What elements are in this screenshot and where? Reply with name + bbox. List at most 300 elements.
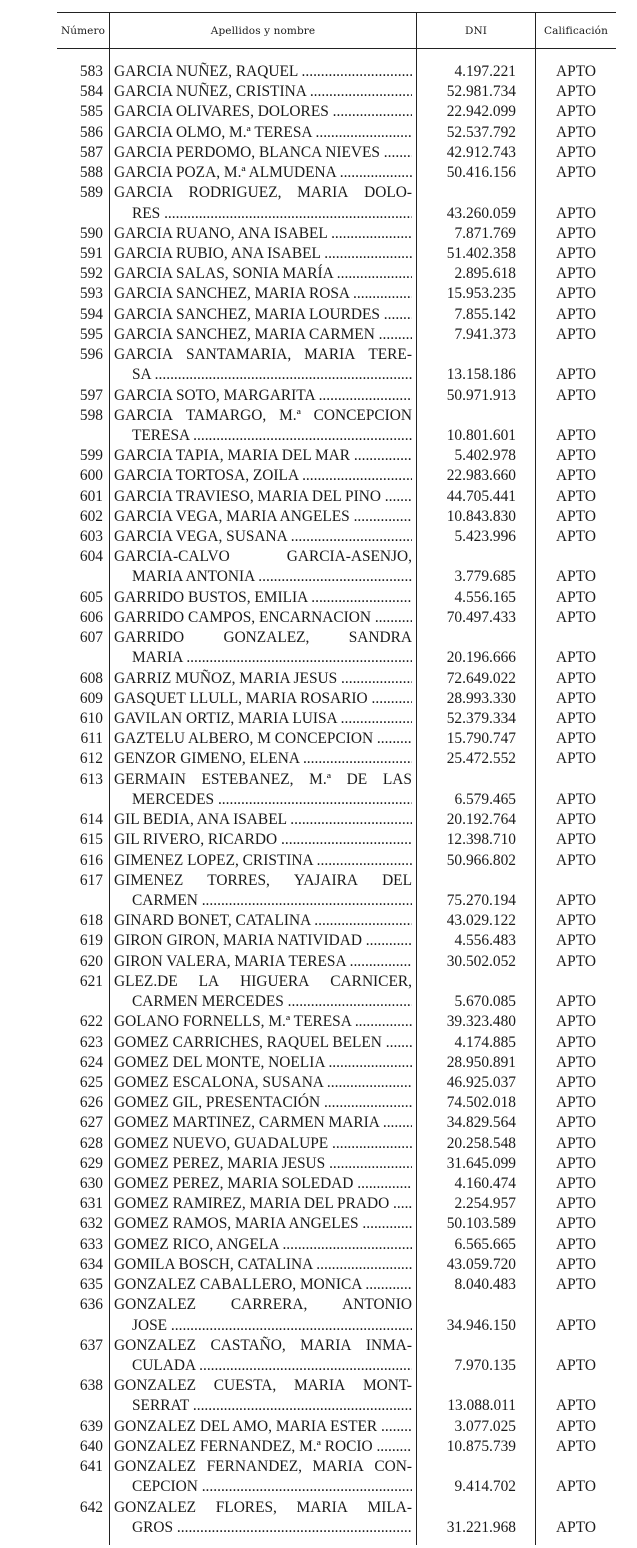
row-name: GOMEZ NUEVO, GUADALUPE ..... (114, 1134, 412, 1154)
name-word: FERNANDEZ, (206, 1458, 302, 1476)
name-word: GONZALEZ (114, 1458, 197, 1476)
row-name: GARCIA TORTOSA, ZOILA ..... (114, 466, 412, 486)
row-line (0, 466, 637, 486)
row-calificacion: APTO (556, 1053, 596, 1071)
row-line (0, 588, 637, 608)
row-number: 613 (79, 770, 103, 788)
row-name: GOMEZ CARRICHES, RAQUEL BELEN ..... (114, 1033, 412, 1053)
row-number: 588 (79, 164, 103, 182)
row-number: 601 (79, 487, 103, 505)
row-name: GOMEZ ESCALONA, SUSANA ..... (114, 1073, 412, 1093)
table-row (0, 669, 637, 689)
header-numero: Número (60, 25, 106, 37)
row-name: GIMENEZ LOPEZ, CRISTINA ..... (114, 851, 412, 871)
row-line (0, 547, 637, 567)
name-word: GARRIDO (114, 629, 185, 647)
row-calificacion: APTO (556, 730, 596, 748)
table-row (0, 1417, 637, 1437)
row-line-continued (0, 204, 637, 224)
name-word: YAJAIRA (293, 871, 359, 889)
row-dni: 25.472.552 (446, 750, 516, 768)
row-number: 639 (79, 1417, 103, 1435)
row-calificacion: APTO (556, 1276, 596, 1294)
row-name: GIL BEDIA, ANA ISABEL ..... (114, 810, 412, 830)
row-name: GARCIA SALAS, SONIA MARÍA ..... (114, 264, 412, 284)
row-dni: 20.196.666 (446, 649, 516, 667)
table-row (0, 1457, 637, 1497)
row-name: GIL RIVERO, RICARDO ..... (114, 830, 412, 850)
row-number: 606 (79, 608, 103, 626)
header-dni: DNI (464, 25, 488, 37)
row-calificacion: APTO (556, 811, 596, 829)
row-number: 608 (79, 669, 103, 687)
name-word: INMA- (365, 1336, 412, 1354)
row-calificacion: APTO (556, 285, 596, 303)
row-name-continuation: MERCEDES ..... (132, 790, 412, 810)
name-word: GARCIA (114, 346, 173, 364)
row-number: 598 (79, 406, 103, 424)
row-number: 592 (79, 265, 103, 283)
row-number: 594 (79, 305, 103, 323)
row-name: GARCIA RUBIO, ANA ISABEL ..... (114, 244, 412, 264)
row-number: 593 (79, 285, 103, 303)
table-row (0, 466, 637, 486)
row-number: 587 (79, 143, 103, 161)
row-name: GARRIDO BUSTOS, EMILIA ..... (114, 588, 412, 608)
table-row (0, 1194, 637, 1214)
row-name: GOMEZ PEREZ, MARIA SOLEDAD ..... (114, 1174, 412, 1194)
table-row (0, 770, 637, 810)
row-calificacion: APTO (556, 649, 596, 667)
row-name: GOMEZ PEREZ, MARIA JESUS ..... (114, 1154, 412, 1174)
row-number: 614 (79, 811, 103, 829)
name-word: GONZALEZ, (223, 629, 310, 647)
name-word: GARCIA-ASENJO, (286, 548, 412, 566)
row-number: 637 (79, 1336, 103, 1354)
row-number: 620 (79, 952, 103, 970)
row-calificacion: APTO (556, 1397, 596, 1415)
row-calificacion: APTO (556, 568, 596, 586)
table-row (0, 1113, 637, 1133)
table-row (0, 1174, 637, 1194)
table-row (0, 1275, 637, 1295)
row-dni: 50.971.913 (446, 386, 516, 404)
table-row (0, 608, 637, 628)
row-line (0, 1033, 637, 1053)
row-name: GENZOR GIMENO, ELENA ..... (114, 749, 412, 769)
name-word: GIMENEZ (114, 871, 184, 889)
row-line (0, 1417, 637, 1437)
row-number: 636 (79, 1296, 103, 1314)
row-line (0, 830, 637, 850)
row-dni: 72.649.022 (446, 669, 516, 687)
name-word: TERE- (368, 346, 412, 364)
name-word: MARIA (300, 1336, 352, 1354)
table-row (0, 224, 637, 244)
row-number: 632 (79, 1215, 103, 1233)
row-line-continued (0, 1518, 637, 1538)
row-dni: 2.254.957 (454, 1195, 516, 1213)
name-word: SANTAMARIA, (185, 346, 292, 364)
row-calificacion: APTO (556, 224, 596, 242)
row-name-continuation: GROS ..... (132, 1518, 412, 1538)
row-line (0, 386, 637, 406)
table-row (0, 183, 637, 223)
row-calificacion: APTO (556, 1154, 596, 1172)
row-name (114, 1457, 412, 1477)
row-name (114, 1336, 412, 1356)
name-word: LAS (382, 770, 412, 788)
table-row (0, 547, 637, 587)
table-row (0, 527, 637, 547)
table-row (0, 244, 637, 264)
row-dni: 46.925.037 (446, 1073, 516, 1091)
row-calificacion: APTO (556, 123, 596, 141)
row-name: GONZALEZ FERNANDEZ, M.ª ROCIO ..... (114, 1437, 412, 1457)
row-dni: 15.953.235 (446, 285, 516, 303)
row-name-continuation: MARIA ..... (132, 648, 412, 668)
row-calificacion: APTO (556, 1417, 596, 1435)
row-line (0, 123, 637, 143)
row-line (0, 62, 637, 82)
row-dni: 31.221.968 (446, 1518, 516, 1536)
row-number: 584 (79, 83, 103, 101)
row-dni: 34.946.150 (446, 1316, 516, 1334)
row-line (0, 487, 637, 507)
row-number: 625 (79, 1073, 103, 1091)
row-name (114, 1376, 412, 1396)
row-calificacion: APTO (556, 447, 596, 465)
row-calificacion: APTO (556, 1255, 596, 1273)
table-row (0, 1295, 637, 1335)
name-word: M.ª (279, 406, 301, 424)
row-number: 619 (79, 932, 103, 950)
row-calificacion: APTO (556, 1013, 596, 1031)
table-row (0, 1235, 637, 1255)
row-calificacion: APTO (556, 1073, 596, 1091)
row-name: GOMEZ RAMIREZ, MARIA DEL PRADO ..... (114, 1194, 412, 1214)
row-calificacion: APTO (556, 912, 596, 930)
row-number: 599 (79, 447, 103, 465)
row-calificacion: APTO (556, 1033, 596, 1051)
row-calificacion: APTO (556, 689, 596, 707)
row-name-continuation: CEPCION ..... (132, 1477, 412, 1497)
row-calificacion: APTO (556, 305, 596, 323)
row-line (0, 1437, 637, 1457)
table-row (0, 102, 637, 122)
row-dni: 28.993.330 (446, 689, 516, 707)
row-name (114, 1498, 412, 1518)
row-dni: 34.829.564 (446, 1114, 516, 1132)
row-number: 627 (79, 1114, 103, 1132)
row-dni: 52.537.792 (446, 123, 516, 141)
table-row (0, 1498, 637, 1538)
row-name (114, 770, 412, 790)
row-line (0, 1214, 637, 1234)
name-word: TAMARGO, (185, 406, 267, 424)
row-name: GARCIA PERDOMO, BLANCA NIEVES ..... (114, 143, 412, 163)
table-row (0, 507, 637, 527)
row-dni: 4.556.165 (454, 588, 516, 606)
row-dni: 5.670.085 (454, 993, 516, 1011)
row-dni: 6.565.665 (454, 1235, 516, 1253)
row-name (114, 406, 412, 426)
row-line (0, 1376, 637, 1396)
row-line (0, 244, 637, 264)
row-line (0, 749, 637, 769)
row-name (114, 628, 412, 648)
row-name: GARCIA TAPIA, MARIA DEL MAR ..... (114, 446, 412, 466)
row-line-continued (0, 648, 637, 668)
row-line (0, 729, 637, 749)
name-word: CUESTA, (213, 1377, 277, 1395)
row-calificacion: APTO (556, 143, 596, 161)
row-number: 629 (79, 1154, 103, 1172)
row-name-continuation: TERESA ..... (132, 426, 412, 446)
table-row (0, 729, 637, 749)
row-calificacion: APTO (556, 588, 596, 606)
row-line (0, 305, 637, 325)
row-line (0, 163, 637, 183)
row-name (114, 972, 412, 992)
row-number: 628 (79, 1134, 103, 1152)
table-row (0, 82, 637, 102)
row-line-continued (0, 1316, 637, 1336)
row-calificacion: APTO (556, 426, 596, 444)
row-dni: 8.040.483 (454, 1276, 516, 1294)
row-line (0, 1255, 637, 1275)
table-row (0, 487, 637, 507)
row-name: GARCIA RUANO, ANA ISABEL ..... (114, 224, 412, 244)
table-row (0, 588, 637, 608)
row-number: 618 (79, 912, 103, 930)
row-line (0, 1235, 637, 1255)
row-name: GARCIA NUÑEZ, RAQUEL ..... (114, 62, 412, 82)
row-line (0, 669, 637, 689)
row-number: 600 (79, 467, 103, 485)
row-number: 605 (79, 588, 103, 606)
row-calificacion: APTO (556, 608, 596, 626)
row-name-continuation: CARMEN MERCEDES ..... (132, 992, 412, 1012)
row-line (0, 608, 637, 628)
row-line (0, 709, 637, 729)
row-line-continued (0, 1477, 637, 1497)
row-line (0, 82, 637, 102)
row-calificacion: APTO (556, 952, 596, 970)
row-number: 590 (79, 224, 103, 242)
row-dni: 75.270.194 (446, 891, 516, 909)
row-line (0, 446, 637, 466)
row-line (0, 1457, 637, 1477)
row-line-continued (0, 1396, 637, 1416)
row-line-continued (0, 365, 637, 385)
row-line-continued (0, 992, 637, 1012)
row-name: GAZTELU ALBERO, M CONCEPCION ..... (114, 729, 412, 749)
row-line (0, 406, 637, 426)
row-name: GARCIA SANCHEZ, MARIA LOURDES ..... (114, 305, 412, 325)
row-dni: 5.402.978 (454, 447, 516, 465)
row-dni: 4.197.221 (454, 63, 516, 80)
row-number: 583 (79, 63, 103, 80)
row-calificacion: APTO (556, 1215, 596, 1233)
row-name: GARCIA SANCHEZ, MARIA CARMEN ..... (114, 325, 412, 345)
row-calificacion: APTO (556, 831, 596, 849)
row-dni: 10.843.830 (446, 507, 516, 525)
name-word: LA (198, 972, 220, 990)
row-dni: 4.174.885 (454, 1033, 516, 1051)
row-name: GOMILA BOSCH, CATALINA ..... (114, 1255, 412, 1275)
row-name: GOMEZ GIL, PRESENTACIÓN ..... (114, 1093, 412, 1113)
row-calificacion: APTO (556, 851, 596, 869)
row-dni: 15.790.747 (446, 730, 516, 748)
row-name: GOMEZ MARTINEZ, CARMEN MARIA ..... (114, 1113, 412, 1133)
table-row (0, 143, 637, 163)
table-row (0, 972, 637, 1012)
name-word: GARCIA (114, 184, 173, 202)
table-row (0, 749, 637, 769)
name-word: DEL (382, 871, 412, 889)
name-word: ANTONIO (342, 1296, 412, 1314)
row-dni: 9.414.702 (454, 1478, 516, 1496)
table-row (0, 1336, 637, 1376)
row-number: 624 (79, 1053, 103, 1071)
row-calificacion: APTO (556, 366, 596, 384)
row-calificacion: APTO (556, 993, 596, 1011)
table-row (0, 446, 637, 466)
table-row (0, 689, 637, 709)
row-calificacion: APTO (556, 1235, 596, 1253)
row-number: 641 (79, 1458, 103, 1476)
name-word: CON- (374, 1458, 412, 1476)
row-line (0, 1012, 637, 1032)
row-name-continuation: SERRAT ..... (132, 1396, 412, 1416)
row-number: 610 (79, 710, 103, 727)
table-row (0, 830, 637, 850)
row-number: 631 (79, 1195, 103, 1213)
table-row (0, 931, 637, 951)
row-calificacion: APTO (556, 103, 596, 121)
row-line (0, 264, 637, 284)
row-number: 615 (79, 831, 103, 849)
row-number: 595 (79, 325, 103, 343)
name-word: CARRERA, (230, 1296, 308, 1314)
row-dni: 30.502.052 (446, 952, 516, 970)
row-number: 604 (79, 548, 103, 566)
header-apellidos-nombre: Apellidos y nombre (210, 25, 316, 37)
row-dni: 22.983.660 (446, 467, 516, 485)
row-dni: 52.379.334 (446, 710, 516, 727)
row-dni: 7.941.373 (454, 325, 516, 343)
row-calificacion: APTO (556, 325, 596, 343)
row-dni: 50.416.156 (446, 164, 516, 182)
row-line (0, 224, 637, 244)
row-name-continuation: RES ..... (132, 204, 412, 224)
row-number: 603 (79, 528, 103, 546)
row-line (0, 345, 637, 365)
row-line (0, 851, 637, 871)
row-dni: 51.402.358 (446, 244, 516, 262)
name-word: CASTAÑO, (210, 1336, 286, 1354)
row-number: 630 (79, 1175, 103, 1193)
name-word: MARIA (312, 1458, 364, 1476)
row-number: 621 (79, 972, 103, 990)
name-word: GARCIA-CALVO (114, 548, 230, 566)
row-calificacion: APTO (556, 891, 596, 909)
table-row (0, 1073, 637, 1093)
row-name: GARCIA OLIVARES, DOLORES ..... (114, 102, 412, 122)
row-line (0, 1336, 637, 1356)
table-row (0, 952, 637, 972)
header-calificacion: Calificación (544, 25, 608, 37)
row-line (0, 1194, 637, 1214)
row-number: 612 (79, 750, 103, 768)
row-dni: 6.579.465 (454, 790, 516, 808)
row-number: 586 (79, 123, 103, 141)
row-number: 602 (79, 507, 103, 525)
row-name: GOMEZ DEL MONTE, NOELIA ..... (114, 1053, 412, 1073)
table-row (0, 709, 637, 729)
row-calificacion: APTO (556, 1316, 596, 1334)
row-name: GARCIA VEGA, SUSANA ..... (114, 527, 412, 547)
row-name (114, 1295, 412, 1315)
row-dni: 5.423.996 (454, 528, 516, 546)
row-dni: 4.556.483 (454, 932, 516, 950)
row-number: 591 (79, 244, 103, 262)
row-dni: 10.875.739 (446, 1437, 516, 1455)
row-number: 589 (79, 184, 103, 202)
row-dni: 7.855.142 (454, 305, 516, 323)
row-name (114, 547, 412, 567)
row-name: GARCIA VEGA, MARIA ANGELES ..... (114, 507, 412, 527)
row-name: GARCIA OLMO, M.ª TERESA ..... (114, 123, 412, 143)
row-calificacion: APTO (556, 1094, 596, 1112)
row-line-continued (0, 1356, 637, 1376)
row-dni: 43.029.122 (446, 912, 516, 930)
row-name: GASQUET LLULL, MARIA ROSARIO ..... (114, 689, 412, 709)
row-name (114, 183, 412, 203)
name-word: SANDRA (348, 629, 412, 647)
row-name: GAVILAN ORTIZ, MARIA LUISA ..... (114, 709, 412, 729)
row-dni: 2.895.618 (454, 265, 516, 283)
row-calificacion: APTO (556, 467, 596, 485)
row-dni: 12.398.710 (446, 831, 516, 849)
row-line (0, 770, 637, 790)
row-name: GARRIDO CAMPOS, ENCARNACION ..... (114, 608, 412, 628)
row-name: GINARD BONET, CATALINA ..... (114, 911, 412, 931)
row-calificacion: APTO (556, 265, 596, 283)
table-row (0, 911, 637, 931)
row-name-continuation: CARMEN ..... (132, 891, 412, 911)
row-line (0, 143, 637, 163)
row-number: 626 (79, 1094, 103, 1112)
name-word: MONT- (362, 1377, 412, 1395)
row-dni: 50.966.802 (446, 851, 516, 869)
row-calificacion: APTO (556, 244, 596, 262)
row-calificacion: APTO (556, 1195, 596, 1213)
row-number: 616 (79, 851, 103, 869)
row-dni: 28.950.891 (446, 1053, 516, 1071)
name-word: GARCIA (114, 406, 173, 424)
row-line (0, 325, 637, 345)
table-body (0, 62, 637, 1538)
row-dni: 20.192.764 (446, 811, 516, 829)
name-word: M.ª (309, 770, 331, 788)
row-dni: 10.801.601 (446, 426, 516, 444)
row-name-continuation: MARIA ANTONIA ..... (132, 567, 412, 587)
row-name-continuation: CULADA ..... (132, 1356, 412, 1376)
name-word: DE (346, 770, 368, 788)
table-row (0, 1134, 637, 1154)
